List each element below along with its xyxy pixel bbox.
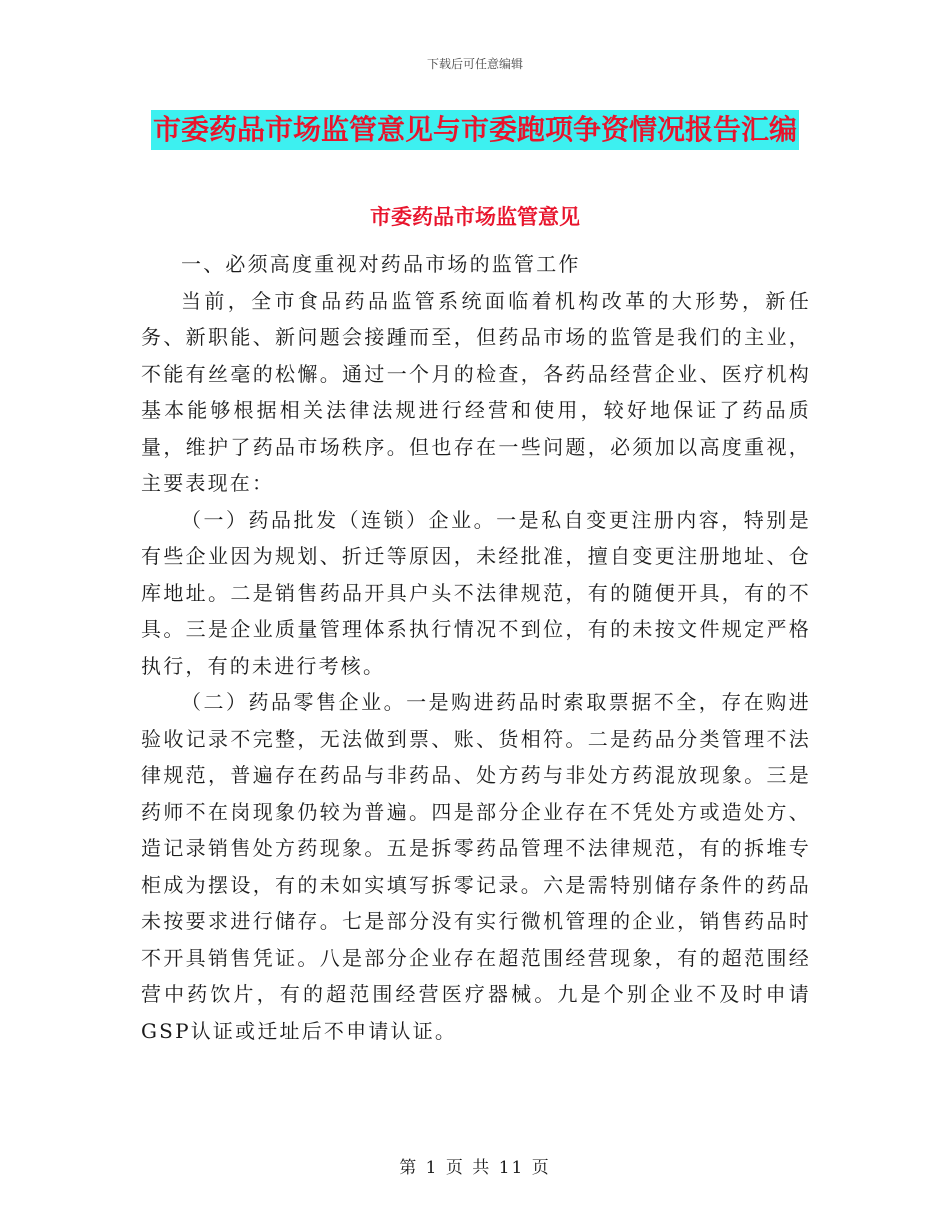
heading-paragraph: 一、必须高度重视对药品市场的监管工作: [181, 252, 581, 276]
document-title-text: 市委药品市场监管意见与市委跑项争资情况报告汇编: [151, 110, 799, 150]
header-note: 下载后可任意编辑: [426, 57, 523, 71]
body-paragraph: （二）药品零售企业。一是购进药品时索取票据不全，存在购进验收记录不完整，无法做到票、账、货相符。二是药品分类管理不法律规范，普遍存在药品与非药品、处方药与非处方药混放现象。三是药师不在岗现象仍较为普遍。四是部分企业存在不凭处方或造处方、造记录销售处方药现象。五是拆零药品管理不法律规范，有的拆堆专柜成为摆设，有的未如实填写拆零记录。六是需特别储存条件的药品未按要求进行储存。七是部分没有实行微机管理的企业，销售药品时不开具销售凭证。八是部分企业存在超范围经营现象，有的超范围经营中药饮片，有的超范围经营医疗器械。九是个别企业不及时申请GSP认证或迁址后不申请认证。: [141, 690, 811, 1043]
body-content: [141, 246, 811, 1049]
document-title: [0, 110, 950, 150]
body-paragraph: 当前，全市食品药品监管系统面临着机构改革的大形势，新任务、新职能、新问题会接踵而至，但药品市场的监管是我们的主业，不能有丝毫的松懈。通过一个月的检查，各药品经营企业、医疗机构基本能够根据相关法律法规进行经营和使用，较好地保证了药品质量，维护了药品市场秩序。但也存在一些问题，必须加以高度重视，主要表现在：: [141, 288, 811, 495]
body-paragraph: （一）药品批发（连锁）企业。一是私自变更注册内容，特别是有些企业因为规划、折迁等原因，未经批准，擅自变更注册地址、仓库地址。二是销售药品开具户头不法律规范，有的随便开具，有的不具。三是企业质量管理体系执行情况不到位，有的未按文件规定严格执行，有的未进行考核。: [141, 507, 811, 678]
section-title: 市委药品市场监管意见: [370, 204, 580, 229]
page-footer: 第 1 页 共 11 页: [399, 1158, 551, 1178]
